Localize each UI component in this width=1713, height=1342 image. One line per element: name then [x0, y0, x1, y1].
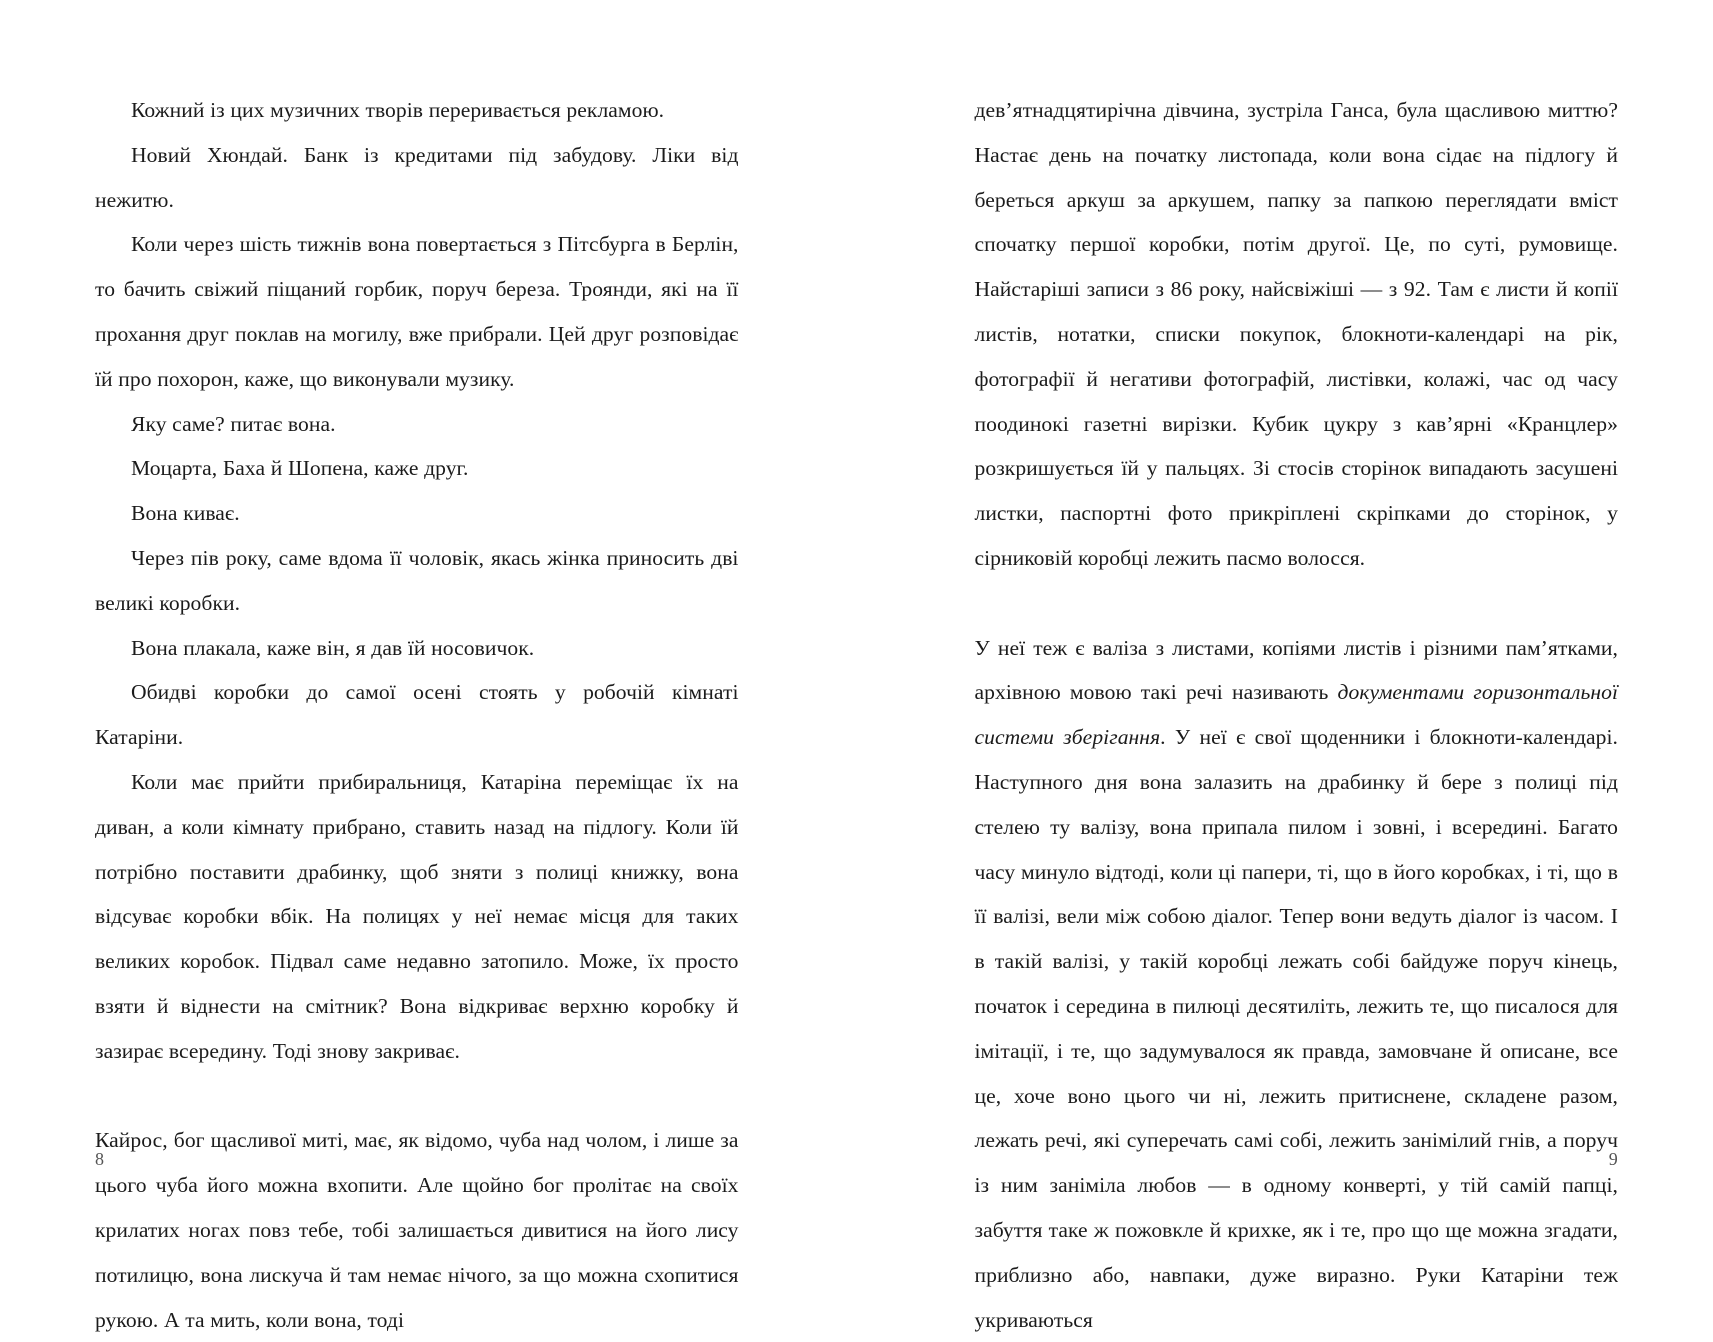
paragraph: дев’ятнадцятирічна дівчина, зустріла Ганса, була щасливою миттю? Настає день на початку листопада, коли вона сідає на підлогу й береться аркуш за аркушем, папку за папкою переглядати вміст спочатку першої коробки, потім другої. Це, по суті, румовище. Найстаріші записи з 86 року, найсвіжіші — з 92. Там є листи й копії листів, нотатки, списки покупок, блокноти-календарі на рік, фотографії й негативи фотографій, листівки, колажі, час од часу поодинокі газетні вирізки. Кубик цукру з кав’ярні «Кранцлер» розкришується їй у пальцях. Зі стосів сторінок випадають засушені листки, паспортні фото прикріплені скріпками до сторінок, у сірниковій коробці лежить пасмо волосся. [975, 88, 1619, 581]
paragraph-with-italic [975, 626, 1619, 1342]
text-run: . У неї є свої щоденники і блокноти-календарі. Наступного дня вона залазить на драбинку й бере з полиці під стелею ту валізу, вона припала пилом і зовні, і всередині. Багато часу минуло відтоді, коли ці папери, ті, що в його коробках, і ті, що в її валізі, вели між собою діалог. Тепер вони ведуть діалог із часом. І в такій валізі, у такій коробці лежать собі байдуже поруч кінець, початок і середина в пилюці десятиліть, лежить те, що писалося для імітації, і те, що задумувалося як правда, замовчане й описане, все це, хоче воно цього чи ні, лежить притиснене, складене разом, лежать речі, які суперечать самі собі, лежить занімілий гнів, а поруч із ним заніміла любов — в одному конверті, у тій самій папці, забуття таке ж пожовкле й крихке, як і те, про що ще можна згадати, приблизно або, навпаки, дуже виразно. Руки Катаріни теж укриваються [975, 725, 1619, 1331]
paragraph: Через пів року, саме вдома її чоловік, якась жінка приносить дві великі коробки. [95, 536, 739, 626]
paragraph: Коли через шість тижнів вона повертається з Пітсбурга в Берлін, то бачить свіжий піщаний горбик, поруч береза. Троянди, які на її прохання друг поклав на могилу, вже прибрали. Цей друг розповідає їй про похорон, каже, що виконували музику. [95, 222, 739, 401]
page-right [857, 0, 1713, 1258]
paragraph: Кожний із цих музичних творів переривається рекламою. [95, 88, 739, 133]
paragraph: Яку саме? питає вона. [95, 402, 739, 447]
paragraph: Новий Хюндай. Банк із кредитами під забудову. Ліки від нежитю. [95, 133, 739, 223]
text-run: У неї теж є валіза з листами, копіями листів і різними пам’ятками, архівною мовою такі речі називають [975, 636, 1619, 705]
paragraph: Коли має прийти прибиральниця, Катаріна переміщає їх на диван, а коли кімнату прибрано, ставить назад на підлогу. Коли їй потрібно поставити драбинку, щоб зняти з полиці книжку, вона відсуває коробки вбік. На полицях у неї немає місця для таких великих коробок. Підвал саме недавно затопило. Може, їх просто взяти й віднести на смітник? Вона відкриває верхню коробку й зазирає всередину. Тоді знову закриває. [95, 760, 739, 1074]
page-left [0, 0, 857, 1258]
paragraph: Кайрос, бог щасливої миті, має, як відомо, чуба над чолом, і лише за цього чуба його можна вхопити. Але щойно бог пролітає на своїх крилатих ногах повз тебе, тобі залишається дивитися на його лису потилицю, вона лискуча й там немає нічого, за що можна схопитися рукою. А та мить, коли вона, тоді [95, 1118, 739, 1342]
page-number-right: 9 [1609, 1148, 1618, 1170]
page-number-left: 8 [95, 1148, 104, 1170]
paragraph: Вона киває. [95, 491, 739, 536]
paragraph: Обидві коробки до самої осені стоять у робочій кімнаті Катаріни. [95, 670, 739, 760]
text-column-right [975, 88, 1619, 1342]
italic-term: документами горизонтальної системи зберігання [975, 680, 1619, 749]
paragraph: Вона плакала, каже він, я дав їй носовичок. [95, 626, 739, 671]
text-column-left [95, 88, 739, 1342]
paragraph: Моцарта, Баха й Шопена, каже друг. [95, 446, 739, 491]
